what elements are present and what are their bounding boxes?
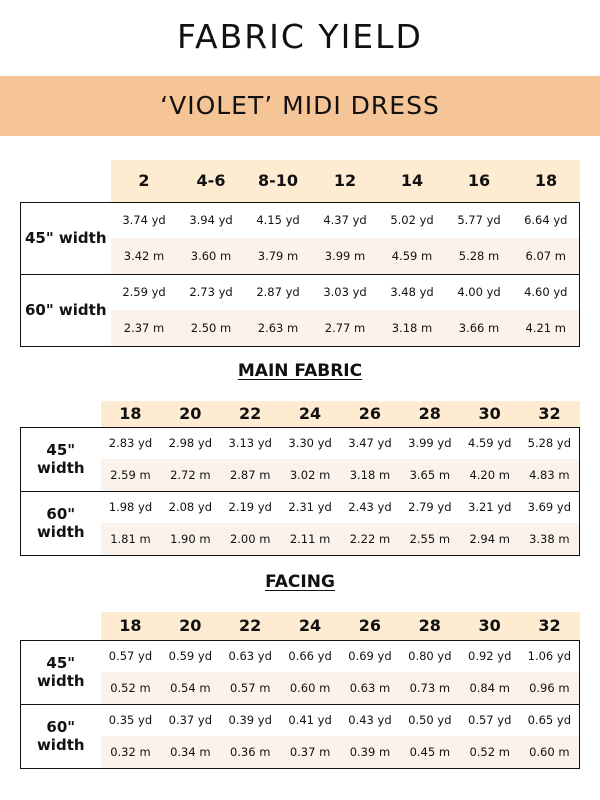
fabric-width-label: 45" width bbox=[21, 640, 101, 704]
meterage-cell: 5.28 m bbox=[446, 238, 513, 274]
meterage-cell: 2.63 m bbox=[245, 310, 312, 346]
meterage-cell: 0.52 m bbox=[101, 672, 161, 704]
meterage-cell: 0.34 m bbox=[160, 736, 220, 768]
meterage-cell: 0.37 m bbox=[280, 736, 340, 768]
size-header: 20 bbox=[160, 401, 220, 427]
yield-table-top bbox=[20, 160, 580, 347]
fabric-width-label: 60" width bbox=[21, 274, 111, 346]
table-corner bbox=[21, 401, 101, 427]
yardage-cell: 4.00 yd bbox=[446, 274, 513, 310]
meterage-cell: 0.39 m bbox=[340, 736, 400, 768]
yardage-cell: 0.57 yd bbox=[101, 640, 161, 672]
meterage-cell: 3.65 m bbox=[400, 459, 460, 491]
size-header: 18 bbox=[513, 160, 580, 202]
meterage-cell: 0.73 m bbox=[400, 672, 460, 704]
size-header: 26 bbox=[340, 401, 400, 427]
yardage-cell: 3.74 yd bbox=[111, 202, 178, 238]
yardage-cell: 1.98 yd bbox=[101, 491, 161, 523]
meterage-cell: 3.02 m bbox=[280, 459, 340, 491]
yardage-cell: 0.35 yd bbox=[101, 704, 161, 736]
yield-table-facing bbox=[20, 612, 580, 769]
yardage-cell: 2.83 yd bbox=[101, 427, 161, 459]
size-header: 12 bbox=[312, 160, 379, 202]
meterage-cell: 0.52 m bbox=[460, 736, 520, 768]
size-header: 2 bbox=[111, 160, 178, 202]
size-header: 16 bbox=[446, 160, 513, 202]
yardage-cell: 2.43 yd bbox=[340, 491, 400, 523]
size-header: 32 bbox=[520, 401, 580, 427]
size-header: 4-6 bbox=[178, 160, 245, 202]
pattern-name-banner: ‘VIOLET’ MIDI DRESS bbox=[0, 76, 600, 136]
meterage-cell: 2.11 m bbox=[280, 523, 340, 555]
yardage-cell: 0.63 yd bbox=[220, 640, 280, 672]
meterage-cell: 1.81 m bbox=[101, 523, 161, 555]
fabric-width-label: 60" width bbox=[21, 704, 101, 768]
yardage-cell: 0.43 yd bbox=[340, 704, 400, 736]
yardage-cell: 0.57 yd bbox=[460, 704, 520, 736]
yardage-cell: 0.41 yd bbox=[280, 704, 340, 736]
size-header: 24 bbox=[280, 401, 340, 427]
size-header: 18 bbox=[101, 612, 161, 640]
meterage-cell: 2.77 m bbox=[312, 310, 379, 346]
meterage-cell: 2.00 m bbox=[220, 523, 280, 555]
yardage-cell: 0.39 yd bbox=[220, 704, 280, 736]
meterage-cell: 2.87 m bbox=[220, 459, 280, 491]
meterage-cell: 2.37 m bbox=[111, 310, 178, 346]
meterage-cell: 3.60 m bbox=[178, 238, 245, 274]
yardage-cell: 2.08 yd bbox=[160, 491, 220, 523]
meterage-cell: 2.72 m bbox=[160, 459, 220, 491]
yardage-cell: 0.66 yd bbox=[280, 640, 340, 672]
meterage-cell: 0.36 m bbox=[220, 736, 280, 768]
meterage-cell: 4.21 m bbox=[513, 310, 580, 346]
meterage-cell: 2.94 m bbox=[460, 523, 520, 555]
meterage-cell: 3.99 m bbox=[312, 238, 379, 274]
size-header: 20 bbox=[160, 612, 220, 640]
width-group bbox=[21, 427, 580, 491]
yield-table-main-fabric bbox=[20, 401, 580, 556]
size-header: 26 bbox=[340, 612, 400, 640]
meterage-cell: 2.55 m bbox=[400, 523, 460, 555]
meterage-cell: 0.32 m bbox=[101, 736, 161, 768]
size-header: 22 bbox=[220, 612, 280, 640]
yardage-cell: 4.15 yd bbox=[245, 202, 312, 238]
yardage-cell: 2.31 yd bbox=[280, 491, 340, 523]
yardage-cell: 4.60 yd bbox=[513, 274, 580, 310]
yardage-cell: 1.06 yd bbox=[520, 640, 580, 672]
meterage-cell: 0.63 m bbox=[340, 672, 400, 704]
size-header: 30 bbox=[460, 401, 520, 427]
meterage-cell: 3.38 m bbox=[520, 523, 580, 555]
table-corner bbox=[21, 612, 101, 640]
yardage-cell: 4.37 yd bbox=[312, 202, 379, 238]
fabric-width-label: 45" width bbox=[21, 202, 111, 274]
yardage-cell: 4.59 yd bbox=[460, 427, 520, 459]
yardage-cell: 3.03 yd bbox=[312, 274, 379, 310]
yardage-cell: 0.37 yd bbox=[160, 704, 220, 736]
yardage-cell: 2.79 yd bbox=[400, 491, 460, 523]
meterage-cell: 0.60 m bbox=[520, 736, 580, 768]
yardage-cell: 6.64 yd bbox=[513, 202, 580, 238]
yardage-cell: 3.30 yd bbox=[280, 427, 340, 459]
yardage-cell: 0.65 yd bbox=[520, 704, 580, 736]
page-title: FABRIC YIELD bbox=[177, 17, 423, 56]
size-header: 28 bbox=[400, 612, 460, 640]
size-header: 28 bbox=[400, 401, 460, 427]
fabric-width-label: 60" width bbox=[21, 491, 101, 555]
yardage-cell: 3.94 yd bbox=[178, 202, 245, 238]
width-group bbox=[21, 202, 580, 274]
meterage-cell: 0.57 m bbox=[220, 672, 280, 704]
meterage-cell: 0.54 m bbox=[160, 672, 220, 704]
meterage-cell: 4.20 m bbox=[460, 459, 520, 491]
meterage-cell: 4.59 m bbox=[379, 238, 446, 274]
size-header: 32 bbox=[520, 612, 580, 640]
yardage-cell: 0.80 yd bbox=[400, 640, 460, 672]
size-header: 30 bbox=[460, 612, 520, 640]
yardage-cell: 0.59 yd bbox=[160, 640, 220, 672]
section-title-main-fabric: MAIN FABRIC bbox=[237, 361, 363, 381]
yardage-cell: 3.99 yd bbox=[400, 427, 460, 459]
fabric-width-label: 45" width bbox=[21, 427, 101, 491]
meterage-cell: 3.66 m bbox=[446, 310, 513, 346]
yardage-cell: 2.19 yd bbox=[220, 491, 280, 523]
meterage-cell: 2.22 m bbox=[340, 523, 400, 555]
width-group bbox=[21, 640, 580, 704]
meterage-cell: 3.79 m bbox=[245, 238, 312, 274]
meterage-cell: 0.45 m bbox=[400, 736, 460, 768]
yardage-cell: 3.47 yd bbox=[340, 427, 400, 459]
meterage-cell: 3.18 m bbox=[340, 459, 400, 491]
meterage-cell: 6.07 m bbox=[513, 238, 580, 274]
yardage-cell: 0.69 yd bbox=[340, 640, 400, 672]
meterage-cell: 0.84 m bbox=[460, 672, 520, 704]
meterage-cell: 4.83 m bbox=[520, 459, 580, 491]
meterage-cell: 2.59 m bbox=[101, 459, 161, 491]
size-header: 24 bbox=[280, 612, 340, 640]
size-header: 8-10 bbox=[245, 160, 312, 202]
yardage-cell: 3.13 yd bbox=[220, 427, 280, 459]
size-header: 14 bbox=[379, 160, 446, 202]
size-header: 18 bbox=[101, 401, 161, 427]
yardage-cell: 5.02 yd bbox=[379, 202, 446, 238]
width-group bbox=[21, 491, 580, 555]
section-title-facing: FACING bbox=[265, 572, 335, 592]
meterage-cell: 3.18 m bbox=[379, 310, 446, 346]
yardage-cell: 3.69 yd bbox=[520, 491, 580, 523]
meterage-cell: 0.96 m bbox=[520, 672, 580, 704]
meterage-cell: 0.60 m bbox=[280, 672, 340, 704]
yardage-cell: 3.21 yd bbox=[460, 491, 520, 523]
meterage-cell: 1.90 m bbox=[160, 523, 220, 555]
meterage-cell: 2.50 m bbox=[178, 310, 245, 346]
yardage-cell: 0.50 yd bbox=[400, 704, 460, 736]
table-corner bbox=[21, 160, 111, 202]
yardage-cell: 2.59 yd bbox=[111, 274, 178, 310]
width-group bbox=[21, 274, 580, 346]
yardage-cell: 3.48 yd bbox=[379, 274, 446, 310]
meterage-cell: 3.42 m bbox=[111, 238, 178, 274]
size-header: 22 bbox=[220, 401, 280, 427]
yardage-cell: 5.77 yd bbox=[446, 202, 513, 238]
yardage-cell: 5.28 yd bbox=[520, 427, 580, 459]
yardage-cell: 0.92 yd bbox=[460, 640, 520, 672]
width-group bbox=[21, 704, 580, 768]
yardage-cell: 2.98 yd bbox=[160, 427, 220, 459]
yardage-cell: 2.87 yd bbox=[245, 274, 312, 310]
yardage-cell: 2.73 yd bbox=[178, 274, 245, 310]
